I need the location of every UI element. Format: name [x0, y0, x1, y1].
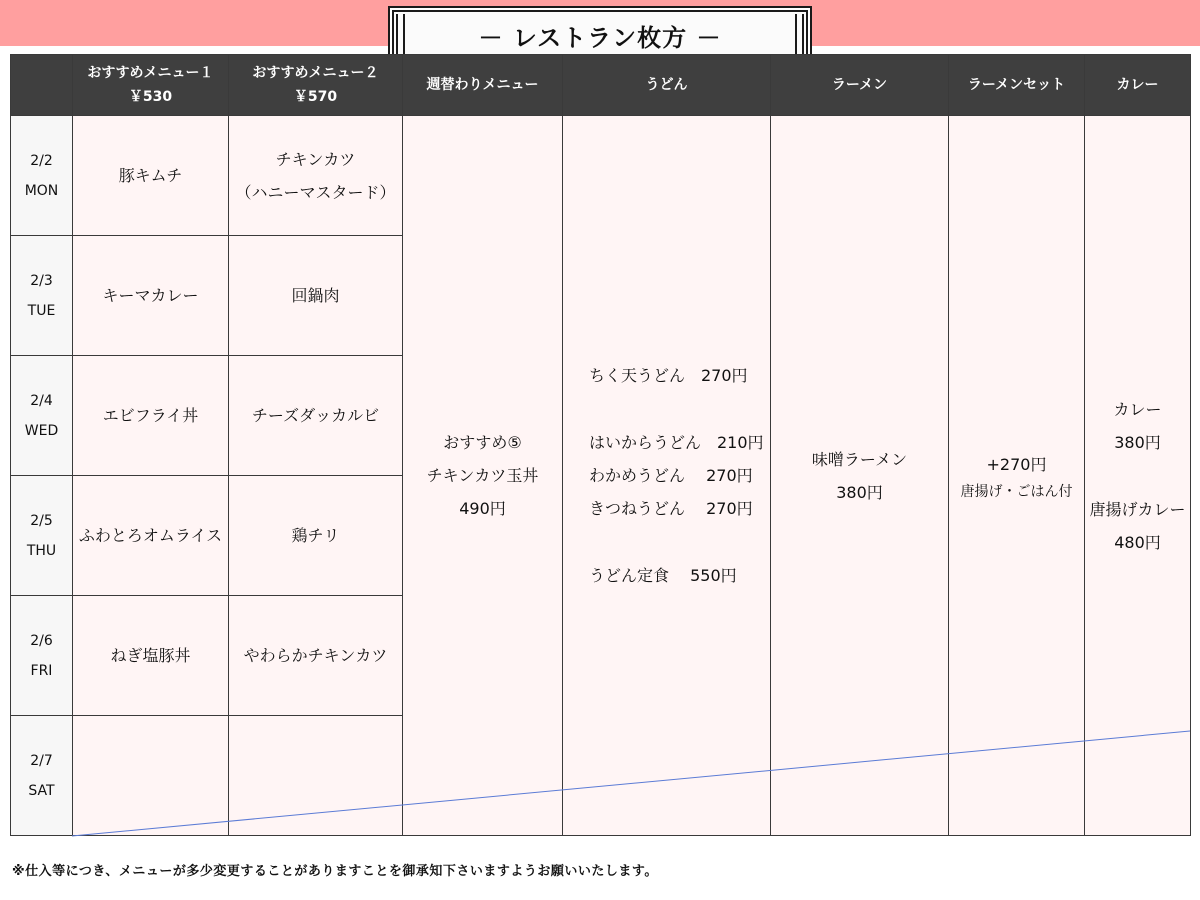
udon-menu-cell: [563, 116, 771, 836]
recommended-1-item: ふわとろオムライス: [78, 526, 223, 545]
day-date: 2/7: [30, 752, 53, 769]
recommended-2-cell: [229, 476, 403, 596]
header-recommended-1: [73, 55, 229, 116]
day-weekday: MON: [24, 182, 59, 199]
day-date: 2/6: [30, 632, 53, 649]
recommended-2-cell: [229, 596, 403, 716]
recommended-2-item: 回鍋肉: [291, 286, 340, 305]
recommended-2-cell: [229, 716, 403, 836]
recommended-1-cell: [73, 476, 229, 596]
recommended-2-item: チーズダッカルビ: [251, 406, 380, 425]
day-weekday: WED: [24, 422, 59, 439]
day-cell: [11, 716, 73, 836]
day-date: 2/3: [30, 272, 53, 289]
recommended-1-cell: [73, 116, 229, 236]
recommended-1-cell: [73, 716, 229, 836]
recommended-2-cell: [229, 236, 403, 356]
udon-item: きつねうどん 270円: [589, 499, 753, 518]
ramen-set-description: 唐揚げ・ごはん付: [960, 484, 1073, 500]
weekly-menu-cell: [403, 116, 563, 836]
udon-spacer: [563, 392, 770, 426]
recommended-1-item: キーマカレー: [102, 286, 199, 305]
recommended-2-item: チキンカツ: [275, 149, 356, 169]
recommended-1-cell: [73, 236, 229, 356]
header-ramen: ラーメン: [771, 55, 949, 116]
recommended-2-note: （ハニーマスタード）: [235, 182, 396, 202]
ramen-price: 380円: [836, 482, 883, 502]
ramen-set-cell: [949, 116, 1085, 836]
weekly-menu-item: チキンカツ玉丼: [426, 466, 539, 485]
day-cell: [11, 596, 73, 716]
udon-item: うどん定食 550円: [589, 566, 737, 585]
header-day: [11, 55, 73, 116]
recommended-2-cell: [229, 356, 403, 476]
weekly-menu-label: おすすめ⑤: [443, 433, 522, 452]
recommended-1-item: エビフライ丼: [102, 406, 199, 425]
day-date: 2/5: [30, 512, 53, 529]
ramen-item: 味噌ラーメン: [811, 449, 908, 469]
udon-spacer: [563, 525, 770, 559]
recommended-1-cell: [73, 356, 229, 476]
curry-item: 唐揚げカレー: [1089, 499, 1186, 519]
curry-price: 480円: [1114, 532, 1161, 552]
header-curry: カレー: [1085, 55, 1191, 116]
recommended-1-item: ねぎ塩豚丼: [110, 646, 191, 665]
header-recommended-2-price: ￥570: [293, 89, 338, 105]
recommended-1-cell: [73, 596, 229, 716]
curry-item: カレー: [1113, 399, 1162, 419]
weekly-menu-price: 490円: [459, 499, 506, 518]
curry-menu-cell: [1085, 116, 1191, 836]
day-date: 2/4: [30, 392, 53, 409]
ramen-menu-cell: [771, 116, 949, 836]
header-recommended-2: [229, 55, 403, 116]
udon-item: ちく天うどん 270円: [589, 366, 748, 385]
day-weekday: FRI: [30, 662, 53, 679]
menu-table: [10, 54, 1191, 836]
udon-item: はいからうどん 210円: [589, 433, 764, 452]
table-row: [11, 116, 1191, 236]
header-recommended-1-price: ￥530: [128, 89, 173, 105]
udon-item: わかめうどん 270円: [589, 466, 753, 485]
header-ramen-set: ラーメンセット: [949, 55, 1085, 116]
day-weekday: SAT: [28, 782, 55, 799]
ramen-set-price: +270円: [986, 455, 1047, 474]
page-title: － レストラン枚方 －: [478, 24, 722, 52]
curry-price: 380円: [1114, 432, 1161, 452]
day-cell: [11, 356, 73, 476]
header-weekly: 週替わりメニュー: [403, 55, 563, 116]
day-cell: [11, 476, 73, 596]
day-weekday: THU: [26, 542, 57, 559]
header-row: [11, 55, 1191, 116]
day-cell: [11, 116, 73, 236]
curry-spacer: [1085, 459, 1190, 493]
recommended-2-item: やわらかチキンカツ: [243, 646, 388, 665]
header-recommended-1-title: おすすめメニュー１: [87, 65, 214, 81]
footnote: ※仕入等につき、メニューが多少変更することがありますことを御承知下さいますようお願いいたします。: [12, 864, 658, 879]
header-udon: うどん: [563, 55, 771, 116]
header-recommended-2-title: おすすめメニュー２: [252, 65, 379, 81]
recommended-2-item: 鶏チリ: [291, 526, 340, 545]
recommended-1-item: 豚キムチ: [118, 166, 183, 185]
recommended-2-cell: [229, 116, 403, 236]
day-weekday: TUE: [27, 302, 56, 319]
day-date: 2/2: [30, 152, 53, 169]
day-cell: [11, 236, 73, 356]
